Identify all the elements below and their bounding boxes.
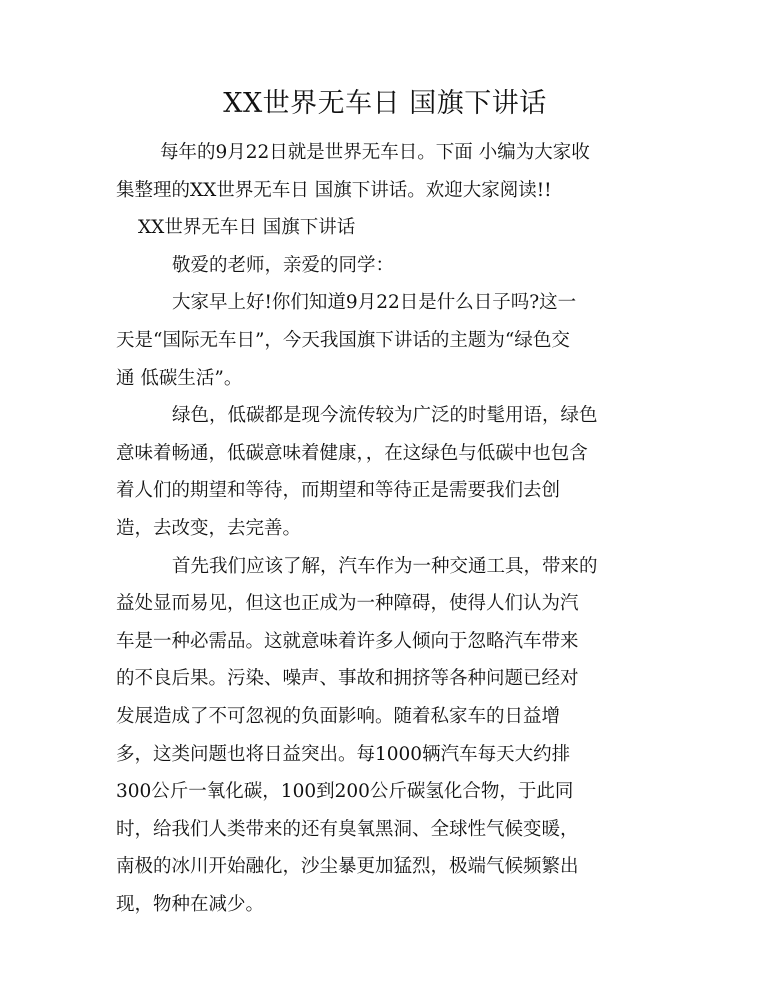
paragraph-line: 300公斤一氧化碳，100到200公斤碳氢化合物，于此同	[116, 781, 574, 803]
document-body	[116, 134, 661, 923]
paragraph-line: 南极的冰川开始融化，沙尘暴更加猛烈，极端气候频繁出	[116, 856, 579, 878]
paragraph-line: 造，去改变，去完善。	[116, 517, 302, 539]
paragraph-line: 多，这类问题也将日益突出。每1000辆汽车每天大约排	[116, 743, 571, 765]
paragraph-line: 发展造成了不可忽视的负面影响。随着私家车的日益增	[116, 705, 561, 727]
paragraph-line: 现，物种在减少。	[116, 893, 265, 915]
paragraph-line: 天是“国际无车日”，今天我国旗下讲话的主题为“绿色交	[116, 329, 570, 351]
salutation: 敬爱的老师，亲爱的同学：	[172, 254, 395, 276]
paragraph-line: 首先我们应该了解，汽车作为一种交通工具，带来的	[172, 555, 598, 577]
paragraph-line: 通 低碳生活”。	[116, 367, 243, 389]
paragraph-line: 时，给我们人类带来的还有臭氧黑洞、全球性气候变暖，	[116, 818, 579, 840]
paragraph-line: 意味着畅通，低碳意味着健康，，在这绿色与低碳中也包含	[116, 442, 588, 464]
paragraph-line: 益处显而易见，但这也正成为一种障碍，使得人们认为汽	[116, 593, 579, 615]
paragraph-line: 绿色，低碳都是现今流传较为广泛的时髦用语，绿色	[172, 405, 598, 427]
page-title: XX世界无车日 国旗下讲话	[223, 88, 547, 119]
section-heading: XX世界无车日 国旗下讲话	[138, 217, 356, 239]
paragraph-line: 着人们的期望和等待，而期望和等待正是需要我们去创	[116, 480, 561, 502]
paragraph-line: 集整理的XX世界无车日 国旗下讲话。欢迎大家阅读!!	[116, 179, 552, 201]
paragraph-line: 大家早上好!你们知道9月22日是什么日子吗?这一	[172, 292, 577, 314]
paragraph-line: 每年的9月22日就是世界无车日。下面 小编为大家收	[160, 142, 590, 163]
paragraph-line: 车是一种必需品。这就意味着许多人倾向于忽略汽车带来	[116, 630, 579, 652]
paragraph-line: 的不良后果。污染、噪声、事故和拥挤等各种问题已经对	[116, 668, 579, 690]
